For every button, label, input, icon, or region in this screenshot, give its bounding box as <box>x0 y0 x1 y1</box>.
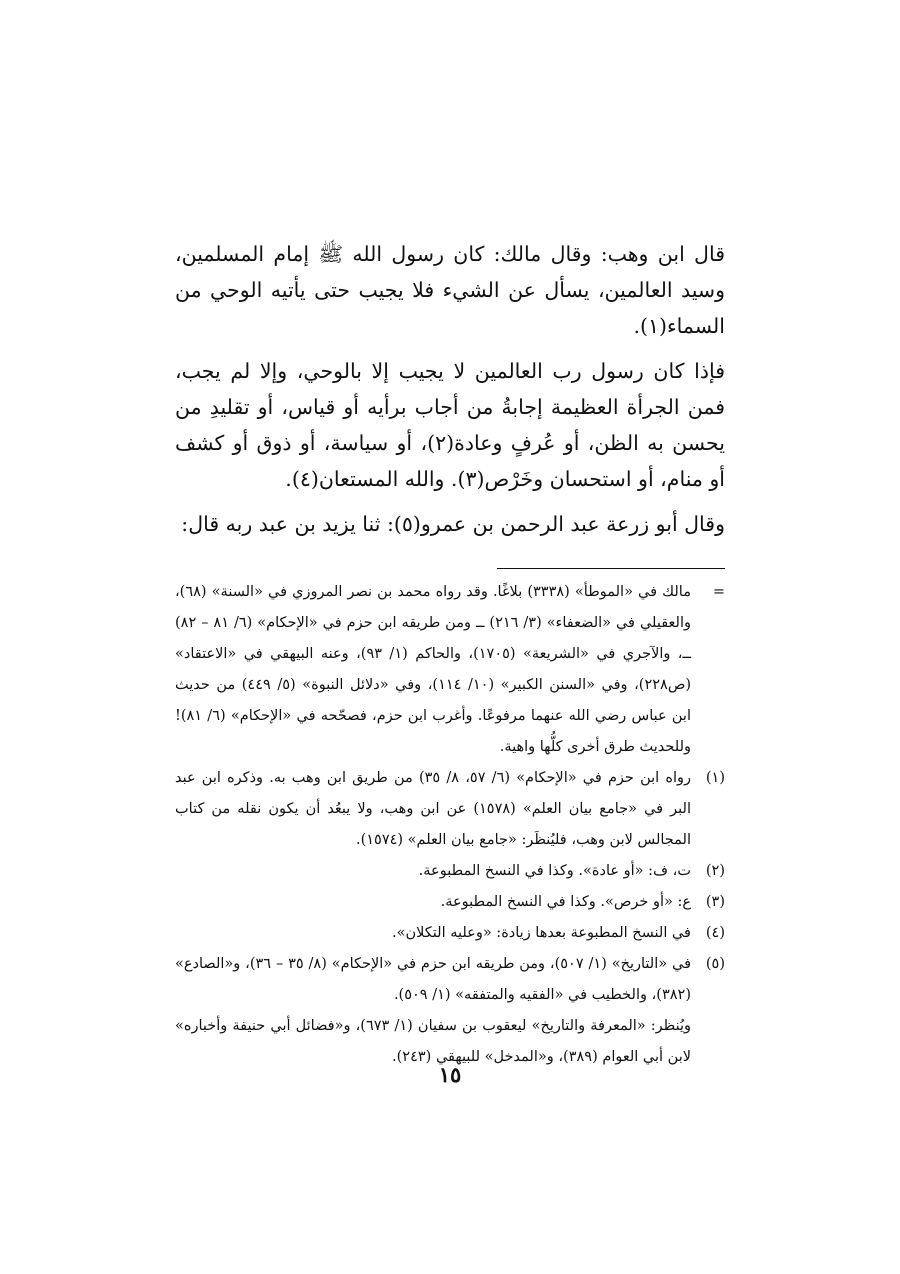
footnote-text: ع: «أو خرص». وكذا في النسخ المطبوعة. <box>440 894 691 910</box>
page-number: ١٥ <box>438 1062 462 1087</box>
footnote-text: في «التاريخ» (١/ ٥٠٧)، ومن طريقه ابن حزم في «الإحكام» (٨/ ٣٥ – ٣٦)، و«الصادع» (٣٨٢)، والخطيب في «الفقيه والمتفقه» (١/ ٥٠٩). <box>175 956 691 1003</box>
footnote-marker: (٤) <box>705 925 725 941</box>
footnote-4 <box>175 918 725 949</box>
main-text <box>175 236 725 542</box>
footnote-text: رواه ابن حزم في «الإحكام» (٦/ ٥٧، ٨/ ٣٥) من طريق ابن وهب به. وذكره ابن عبد البر في «جامع بيان العلم» (١٥٧٨) عن ابن وهب، ولا يبعُد أن يكون نقله من كتاب المجالس لابن وهب، فليُنظَر: «جامع بيان العلم» (١٥٧٤). <box>175 770 691 848</box>
footnote-text: ت، ف: «أو عادة». وكذا في النسخ المطبوعة. <box>418 863 691 879</box>
footnote-body <box>175 949 691 1073</box>
footnote-marker: (٢) <box>705 863 725 879</box>
paragraph-3: وقال أبو زرعة عبد الرحمن بن عمرو(٥): ثنا يزيد بن عبد ربه قال: <box>181 512 725 536</box>
footnote-marker: (٥) <box>705 956 725 972</box>
footnotes <box>175 577 725 1073</box>
footnote-continuation: ويُنظر: «المعرفة والتاريخ» ليعقوب بن سفيان (١/ ٦٧٣)، و«فضائل أبي حنيفة وأخباره» لابن أبي العوام (٣٨٩)، و«المدخل» للبيهقي (٢٤٣). <box>175 1018 691 1065</box>
footnote-1 <box>175 763 725 856</box>
footnote-text: في النسخ المطبوعة بعدها زيادة: «وعليه التكلان». <box>392 925 691 941</box>
footnote-2 <box>175 856 725 887</box>
footnote-marker: = <box>712 584 725 600</box>
footnote-3 <box>175 887 725 918</box>
paragraph-1: قال ابن وهب: وقال مالك: كان رسول الله ﷺ إمام المسلمين، وسيد العالمين، يسأل عن الشيء فلا يجيب حتى يأتيه الوحي من السماء(١). <box>175 242 725 338</box>
book-page <box>175 236 725 1073</box>
footnote-text: مالك في «الموطأ» (٣٣٣٨) بلاغًا. وقد رواه محمد بن نصر المروزي في «السنة» (٦٨)، والعقيلي في «الضعفاء» (٣/ ٢١٦) ــ ومن طريقه ابن حزم في «الإحكام» (٦/ ٨١ – ٨٢) ــ، والآجري في «الشريعة» (١٧٠٥)، والحاكم (١/ ٩٣)، وعنه البيهقي في «الاعتقاد» (ص٢٢٨)، وفي «السنن الكبير» (١٠/ ١١٤)، وفي «دلائل النبوة» (٥/ ٤٤٩) من حديث ابن عباس رضي الله عنهما مرفوعًا. وأغرب ابن حزم، فصحّحه في «الإحكام» (٦/ ٨١)! وللحديث طرق أخرى كلُّها واهية. <box>175 584 692 755</box>
footnote-continued <box>175 577 725 763</box>
footnote-marker: (١) <box>705 770 725 786</box>
footnote-marker: (٣) <box>705 894 725 910</box>
footnote-separator <box>497 568 725 569</box>
paragraph-2: فإذا كان رسول رب العالمين لا يجيب إلا بالوحي، وإلا لم يجب، فمن الجرأة العظيمة إجابةُ من أجاب برأيه أو قياس، أو تقليدِ من يحسن به الظن، أو عُرفٍ وعادة(٢)، أو سياسة، أو ذوق أو كشف أو منام، أو استحسان وخَرْص(٣). والله المستعان(٤). <box>175 359 725 491</box>
footnote-5 <box>175 949 725 1073</box>
